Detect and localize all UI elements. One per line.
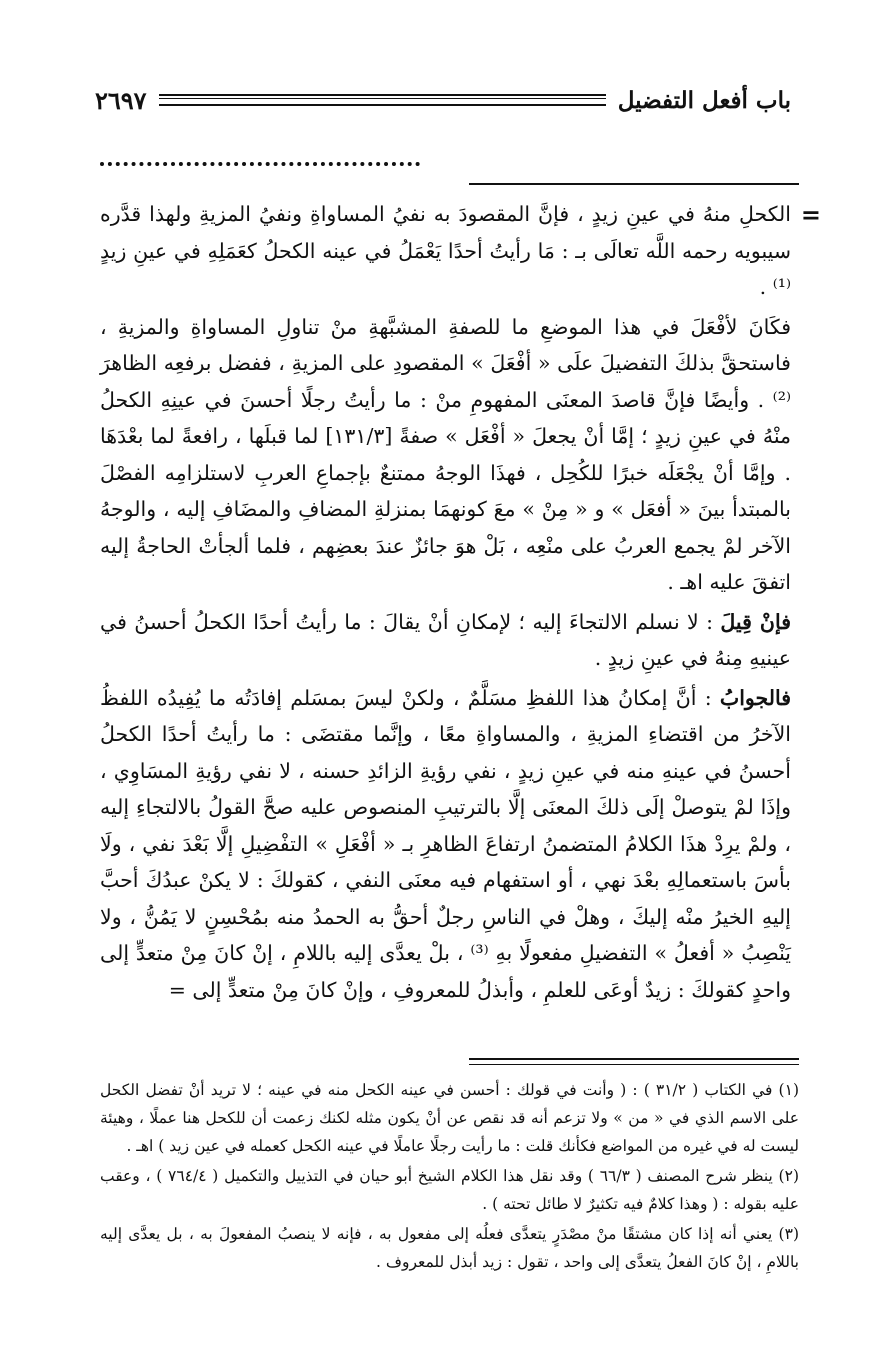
footnote-rule-inner: [469, 1064, 799, 1065]
chapter-title: باب أفعل التفضيل: [617, 86, 791, 114]
lead-word: فإنْ قِيلَ: [720, 609, 792, 634]
main-text: [100, 196, 791, 1011]
footnotes: [100, 1076, 799, 1278]
footnote-rule: [469, 1058, 799, 1060]
paragraph-2: فكَانَ لأفْعَلَ في هذا الموضعِ ما للصفةِ المشبَّهةِ منْ تناولِ المساواةِ والمزيةِ ، فاستحقَّ بذلكَ التفضيلَ علَى « أفْعَلَ » المقصودِ على المزيةِ ، ففضل برفعِه الظاهرَ ⁽²⁾ . وأيضًا فإنَّ قاصدَ المعنَى المفهومِ منْ : ما رأيتُ رجلًا أحسنَ في عينِهِ الكحلُ منْهُ في عينِ زيدٍ ؛ إمَّا أنْ يجعلَ « أفْعَل » صفةً [١٣١/٣] لما قبلَها ، رافعةً لما بعْدَهَا . وإمَّا أنْ يجْعَلَه خبرًا للكُحِل ، فهذَا الوجهُ ممتنعٌ بإجماعِ العربِ لاستلزامِه الفصْلَ بالمبتدأ بينَ « أفعَل » و « مِنْ » معَ كونهمَا بمنزلةِ المضافِ والمضَافِ إليه ، والوجهُ الآخر لمْ يجمع العربُ على منْعِه ، بَلْ هوَ جائزٌ عندَ بعضِهم ، فلما ألجأتْ الحاجةُ إليه اتفقَ عليه اهـ .: [100, 314, 791, 594]
footnote-1: (١) في الكتاب ( ٣١/٢ ) : ( وأنت في قولك : أحسن في عينه الكحل منه في عينه ؛ لا تريد أنْ تفضل الكحل على الاسم الذي في « من » ولا تزعم أنه قد نقص عن أنْ يكون مثله لكنك زعمت أن للكحل هنا عملًا ، وهيئة ليست له في غيره من المواضع فكأنك قلت : ما رأيت رجلًا عاملًا في عينه الكحل كعمله في عين زيد ) اهـ .: [100, 1081, 799, 1155]
lead-word: فالجوابُ: [719, 685, 791, 710]
paragraph-1: الكحلِ منهُ في عينِ زيدٍ ، فإنَّ المقصودَ به نفيُ المساواةِ ونفيُ المزيةِ ولهذا قدَّره سيبويه رحمه اللَّه تعالَى بـ : مَا رأيتُ أحدًا يَعْمَلُ في عينه الكحلُ كعَمَلِهِ في عينِ زيدٍ ⁽¹⁾ .: [100, 202, 791, 299]
header-rule: [159, 94, 606, 106]
paragraph-3: فإنْ قِيلَ : لا نسلم الالتجاءَ إليه ؛ لإمكانِ أنْ يقالَ : ما رأيتُ أحدًا الكحلُ أحسنُ في عينيهِ مِنهُ في عينِ زيدٍ .: [100, 609, 792, 670]
top-rule: [469, 183, 799, 185]
dotted-separator: [100, 150, 420, 166]
paragraph-4: فالجوابُ : أنَّ إمكانُ هذا اللفظِ مسَلَّمٌ ، ولكنْ ليسَ بمسَلم إفادَتُه ما يُفِيدُه اللفظُ الآخرُ من اقتضاءِ المزيةِ ، والمساواةِ معًا ، وإنَّما مقتضَى : ما رأيتُ أحدًا الكحلُ أحسنُ في عينهِ منه في عينِ زيدٍ ، نفي رؤيةِ الزائدِ حسنه ، لا نفي رؤيةِ المسَاوِي ، وإذَا لمْ يتوصلْ إلَى ذلكَ المعنَى إلَّا بالترتيبِ المنصوص عليه صحَّ القولُ بالالتجاءِ إليه ، ولمْ يرِدْ هذَا الكلامُ المتضمنُ ارتفاعَ الظاهرِ بـ « أفْعَلِ » التفْضِيلِ إلَّا بَعْدَ نفي ، ولَا بأسَ باستعمالِهِ بعْدَ نهي ، أو استفهام فيه معنَى النفي ، كقولكَ : لا يكنْ عبدُكَ أحبَّ إليهِ الخيرُ منْه إليكَ ، وهلْ في الناسِ رجلٌ أحقُّ به الحمدُ منه بمُحْسِنٍ لا يَمُنُّ ، ولا يَنْصِبُ « أفعلُ » التفضيلِ مفعولًا بهِ ⁽³⁾ ، بلْ يعدَّى إليه باللامِ ، إنْ كانَ مِنْ متعدٍّ إلى واحدٍ كقولكَ : زيدٌ أوعَى للعلمِ ، وأبذلُ للمعروفِ ، وإنْ كانَ مِنْ متعدٍّ إلى =: [100, 685, 792, 1002]
page-number: ٢٦٩٧: [95, 85, 147, 115]
page-header: [95, 80, 791, 120]
footnote-2: (٢) ينظر شرح المصنف ( ٦٦/٣ ) وقد نقل هذا الكلام الشيخ أبو حيان في التذييل والتكميل ( ٧٦٤/٤ ) ، وعقب عليه بقوله : ( وهذا كلامٌ فيه تكثيرٌ لا طائل تحته ) .: [100, 1167, 799, 1213]
continuation-mark-top: =: [800, 200, 821, 229]
footnote-3: (٣) يعني أنه إذا كان مشتقًا منْ مصْدَرٍ يتعدَّى فعلُه إلى مفعول به ، فإنه لا ينصبُ المفعولَ به ، بل يعدَّى إليه باللامِ ، إنْ كانَ الفعلُ يتعدَّى إلى واحد ، تقول : زيد أبذل للمعروف .: [100, 1225, 799, 1271]
